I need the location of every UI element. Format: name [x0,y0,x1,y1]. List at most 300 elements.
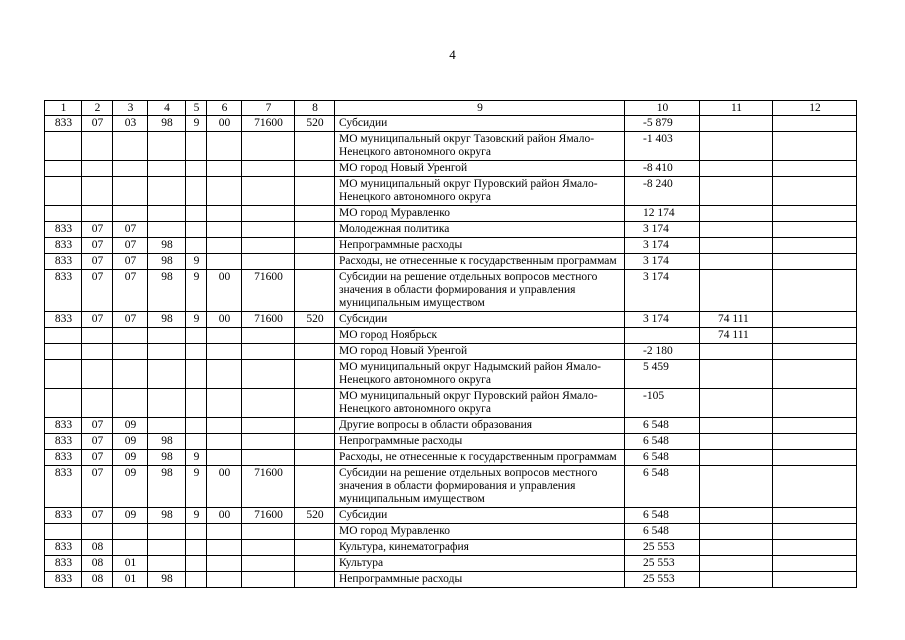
cell-col-9: МО муниципальный округ Тазовский район Ямало-Ненецкого автономного округа [335,132,625,161]
cell-col-2: 07 [82,270,113,312]
cell-col-2 [82,206,113,222]
cell-col-11 [700,389,773,418]
cell-col-6 [207,540,242,556]
cell-col-7 [242,206,295,222]
cell-col-9: Субсидии на решение отдельных вопросов местного значения в области формирования и управления муниципальным имуществом [335,466,625,508]
cell-col-11 [700,450,773,466]
cell-col-7: 71600 [242,116,295,132]
table-row [45,344,857,360]
cell-col-10: 3 174 [625,238,700,254]
cell-col-1: 833 [45,418,82,434]
page-number: 4 [449,47,456,62]
cell-col-5 [186,177,207,206]
cell-col-12 [773,132,857,161]
cell-col-8 [295,328,335,344]
cell-col-9: Непрограммные расходы [335,434,625,450]
cell-col-10 [625,328,700,344]
cell-col-3 [113,161,148,177]
cell-col-6 [207,254,242,270]
cell-col-5 [186,161,207,177]
cell-col-3: 07 [113,312,148,328]
cell-col-2: 07 [82,116,113,132]
cell-col-7 [242,254,295,270]
cell-col-7: 71600 [242,508,295,524]
cell-col-10: -2 180 [625,344,700,360]
cell-col-11 [700,238,773,254]
cell-col-8 [295,466,335,508]
cell-col-5 [186,434,207,450]
table-row [45,540,857,556]
cell-col-12 [773,344,857,360]
cell-col-4 [148,328,186,344]
cell-col-7 [242,222,295,238]
cell-col-2 [82,177,113,206]
cell-col-1 [45,389,82,418]
cell-col-8 [295,418,335,434]
cell-col-5: 9 [186,312,207,328]
cell-col-4 [148,206,186,222]
cell-col-8 [295,254,335,270]
cell-col-8 [295,360,335,389]
cell-col-12 [773,161,857,177]
cell-col-10: 12 174 [625,206,700,222]
column-header-12: 12 [773,101,857,116]
cell-col-12 [773,450,857,466]
cell-col-8 [295,389,335,418]
cell-col-9: Культура [335,556,625,572]
cell-col-12 [773,238,857,254]
cell-col-12 [773,360,857,389]
cell-col-9: Молодежная политика [335,222,625,238]
cell-col-6 [207,434,242,450]
cell-col-12 [773,270,857,312]
cell-col-12 [773,434,857,450]
cell-col-10: 6 548 [625,508,700,524]
cell-col-2: 07 [82,254,113,270]
cell-col-6: 00 [207,312,242,328]
cell-col-8: 520 [295,312,335,328]
table-row [45,206,857,222]
cell-col-7: 71600 [242,312,295,328]
cell-col-6 [207,206,242,222]
cell-col-2 [82,161,113,177]
cell-col-1: 833 [45,222,82,238]
cell-col-3 [113,177,148,206]
cell-col-10: 6 548 [625,450,700,466]
cell-col-2: 08 [82,572,113,588]
cell-col-7 [242,434,295,450]
table-row [45,254,857,270]
cell-col-7 [242,132,295,161]
cell-col-10: -8 240 [625,177,700,206]
cell-col-4 [148,177,186,206]
cell-col-6 [207,177,242,206]
cell-col-7 [242,177,295,206]
cell-col-3 [113,524,148,540]
cell-col-9: Расходы, не отнесенные к государственным программам [335,450,625,466]
cell-col-10: 25 553 [625,572,700,588]
cell-col-11 [700,270,773,312]
table-row [45,524,857,540]
table-row [45,389,857,418]
cell-col-5 [186,328,207,344]
cell-col-4 [148,132,186,161]
table-header-row [45,101,857,116]
column-header-10: 10 [625,101,700,116]
cell-col-5: 9 [186,270,207,312]
cell-col-9: МО город Муравленко [335,206,625,222]
cell-col-4: 98 [148,312,186,328]
cell-col-12 [773,312,857,328]
cell-col-3: 07 [113,270,148,312]
cell-col-10: 6 548 [625,466,700,508]
cell-col-7: 71600 [242,270,295,312]
cell-col-1: 833 [45,238,82,254]
cell-col-11 [700,344,773,360]
cell-col-7 [242,389,295,418]
cell-col-1: 833 [45,508,82,524]
cell-col-3 [113,360,148,389]
cell-col-8 [295,344,335,360]
cell-col-8 [295,222,335,238]
cell-col-7 [242,572,295,588]
cell-col-11 [700,540,773,556]
cell-col-1: 833 [45,450,82,466]
cell-col-1: 833 [45,116,82,132]
cell-col-7: 71600 [242,466,295,508]
cell-col-12 [773,116,857,132]
cell-col-10: 25 553 [625,540,700,556]
cell-col-2 [82,328,113,344]
cell-col-2: 08 [82,540,113,556]
cell-col-5 [186,222,207,238]
cell-col-9: Субсидии [335,312,625,328]
cell-col-3: 03 [113,116,148,132]
cell-col-12 [773,524,857,540]
cell-col-11 [700,222,773,238]
cell-col-3 [113,389,148,418]
cell-col-5: 9 [186,466,207,508]
cell-col-3: 07 [113,254,148,270]
cell-col-10: 3 174 [625,312,700,328]
cell-col-3: 09 [113,450,148,466]
cell-col-4: 98 [148,450,186,466]
cell-col-7 [242,344,295,360]
cell-col-9: Культура, кинематография [335,540,625,556]
cell-col-1: 833 [45,270,82,312]
cell-col-12 [773,508,857,524]
table-row [45,328,857,344]
cell-col-7 [242,556,295,572]
cell-col-10: 5 459 [625,360,700,389]
cell-col-4 [148,418,186,434]
cell-col-6: 00 [207,116,242,132]
cell-col-11 [700,360,773,389]
cell-col-5: 9 [186,450,207,466]
cell-col-4: 98 [148,572,186,588]
cell-col-5 [186,572,207,588]
cell-col-8 [295,434,335,450]
table-row [45,222,857,238]
cell-col-6 [207,389,242,418]
cell-col-3: 01 [113,556,148,572]
cell-col-2 [82,389,113,418]
column-header-1: 1 [45,101,82,116]
cell-col-5 [186,418,207,434]
cell-col-3: 01 [113,572,148,588]
cell-col-2: 07 [82,466,113,508]
cell-col-1: 833 [45,434,82,450]
cell-col-3: 09 [113,466,148,508]
cell-col-4: 98 [148,254,186,270]
cell-col-9: МО город Новый Уренгой [335,161,625,177]
cell-col-2: 07 [82,312,113,328]
cell-col-9: Другие вопросы в области образования [335,418,625,434]
cell-col-4 [148,222,186,238]
cell-col-9: Субсидии [335,116,625,132]
table-row [45,508,857,524]
column-header-5: 5 [186,101,207,116]
cell-col-12 [773,540,857,556]
cell-col-8 [295,524,335,540]
cell-col-12 [773,389,857,418]
cell-col-2: 07 [82,238,113,254]
cell-col-10: 3 174 [625,254,700,270]
cell-col-4 [148,344,186,360]
cell-col-12 [773,222,857,238]
cell-col-8 [295,270,335,312]
cell-col-2: 08 [82,556,113,572]
cell-col-3 [113,328,148,344]
cell-col-6 [207,161,242,177]
cell-col-2: 07 [82,508,113,524]
cell-col-7 [242,450,295,466]
cell-col-7 [242,238,295,254]
cell-col-5 [186,540,207,556]
cell-col-2: 07 [82,450,113,466]
cell-col-6: 00 [207,270,242,312]
cell-col-2 [82,344,113,360]
cell-col-1 [45,524,82,540]
cell-col-6: 00 [207,466,242,508]
cell-col-4 [148,360,186,389]
column-header-2: 2 [82,101,113,116]
cell-col-5 [186,344,207,360]
cell-col-8 [295,572,335,588]
cell-col-5: 9 [186,116,207,132]
cell-col-6 [207,572,242,588]
cell-col-3 [113,344,148,360]
cell-col-9: Субсидии [335,508,625,524]
cell-col-7 [242,328,295,344]
cell-col-8 [295,540,335,556]
cell-col-6 [207,556,242,572]
cell-col-10: 6 548 [625,434,700,450]
cell-col-9: МО муниципальный округ Пуровский район Ямало-Ненецкого автономного округа [335,177,625,206]
cell-col-10: 6 548 [625,418,700,434]
table-row [45,418,857,434]
cell-col-4 [148,524,186,540]
table-row [45,132,857,161]
cell-col-7 [242,418,295,434]
cell-col-8 [295,450,335,466]
column-header-7: 7 [242,101,295,116]
cell-col-5 [186,360,207,389]
cell-col-1: 833 [45,254,82,270]
cell-col-1 [45,328,82,344]
cell-col-6 [207,132,242,161]
cell-col-4 [148,389,186,418]
cell-col-5 [186,238,207,254]
table-row [45,312,857,328]
cell-col-1: 833 [45,466,82,508]
cell-col-12 [773,177,857,206]
cell-col-4 [148,540,186,556]
cell-col-4: 98 [148,116,186,132]
cell-col-1 [45,177,82,206]
cell-col-7 [242,161,295,177]
table-row [45,360,857,389]
cell-col-5 [186,389,207,418]
cell-col-4: 98 [148,270,186,312]
cell-col-10: -105 [625,389,700,418]
cell-col-1: 833 [45,572,82,588]
cell-col-12 [773,206,857,222]
cell-col-7 [242,524,295,540]
column-header-8: 8 [295,101,335,116]
cell-col-7 [242,360,295,389]
cell-col-11 [700,434,773,450]
table-body [45,116,857,588]
cell-col-9: МО муниципальный округ Пуровский район Ямало-Ненецкого автономного округа [335,389,625,418]
cell-col-5 [186,524,207,540]
cell-col-1 [45,206,82,222]
cell-col-4 [148,161,186,177]
cell-col-8: 520 [295,508,335,524]
cell-col-11 [700,508,773,524]
cell-col-1: 833 [45,556,82,572]
cell-col-11 [700,572,773,588]
cell-col-2 [82,524,113,540]
cell-col-6 [207,238,242,254]
table-row [45,450,857,466]
cell-col-6 [207,524,242,540]
cell-col-11: 74 111 [700,312,773,328]
cell-col-3: 09 [113,508,148,524]
column-header-6: 6 [207,101,242,116]
cell-col-5: 9 [186,508,207,524]
cell-col-10: -5 879 [625,116,700,132]
cell-col-2: 07 [82,222,113,238]
cell-col-6 [207,344,242,360]
cell-col-11 [700,116,773,132]
table-row [45,177,857,206]
cell-col-12 [773,572,857,588]
cell-col-6: 00 [207,508,242,524]
cell-col-3: 07 [113,238,148,254]
cell-col-8 [295,238,335,254]
cell-col-6 [207,450,242,466]
cell-col-6 [207,328,242,344]
cell-col-3 [113,206,148,222]
column-header-4: 4 [148,101,186,116]
cell-col-11 [700,418,773,434]
cell-col-11 [700,132,773,161]
cell-col-8 [295,132,335,161]
cell-col-12 [773,328,857,344]
cell-col-1 [45,344,82,360]
cell-col-5 [186,556,207,572]
cell-col-8 [295,206,335,222]
cell-col-11 [700,254,773,270]
cell-col-11 [700,177,773,206]
table-row [45,238,857,254]
cell-col-9: Непрограммные расходы [335,238,625,254]
cell-col-11 [700,556,773,572]
cell-col-6 [207,222,242,238]
cell-col-11: 74 111 [700,328,773,344]
cell-col-9: МО город Муравленко [335,524,625,540]
cell-col-2 [82,360,113,389]
cell-col-1 [45,161,82,177]
cell-col-1: 833 [45,540,82,556]
cell-col-2 [82,132,113,161]
budget-table [44,100,857,588]
cell-col-3 [113,540,148,556]
cell-col-5 [186,206,207,222]
cell-col-10: -1 403 [625,132,700,161]
cell-col-4: 98 [148,508,186,524]
cell-col-10: 3 174 [625,270,700,312]
cell-col-4: 98 [148,238,186,254]
cell-col-9: МО город Ноябрьск [335,328,625,344]
cell-col-4 [148,556,186,572]
cell-col-8 [295,177,335,206]
cell-col-11 [700,161,773,177]
cell-col-1 [45,132,82,161]
cell-col-1: 833 [45,312,82,328]
cell-col-12 [773,254,857,270]
cell-col-11 [700,466,773,508]
cell-col-8: 520 [295,116,335,132]
cell-col-2: 07 [82,418,113,434]
table-row [45,572,857,588]
column-header-9: 9 [335,101,625,116]
cell-col-3: 07 [113,222,148,238]
cell-col-4: 98 [148,434,186,450]
cell-col-6 [207,418,242,434]
table-row [45,270,857,312]
cell-col-10: 25 553 [625,556,700,572]
table-row [45,434,857,450]
cell-col-12 [773,556,857,572]
cell-col-10: 6 548 [625,524,700,540]
table-row [45,161,857,177]
cell-col-3 [113,132,148,161]
cell-col-11 [700,206,773,222]
cell-col-4: 98 [148,466,186,508]
table-row [45,116,857,132]
cell-col-10: -8 410 [625,161,700,177]
table-row [45,556,857,572]
cell-col-9: Расходы, не отнесенные к государственным программам [335,254,625,270]
cell-col-2: 07 [82,434,113,450]
cell-col-5 [186,132,207,161]
cell-col-9: МО муниципальный округ Надымский район Ямало-Ненецкого автономного округа [335,360,625,389]
table-row [45,466,857,508]
cell-col-6 [207,360,242,389]
cell-col-11 [700,524,773,540]
